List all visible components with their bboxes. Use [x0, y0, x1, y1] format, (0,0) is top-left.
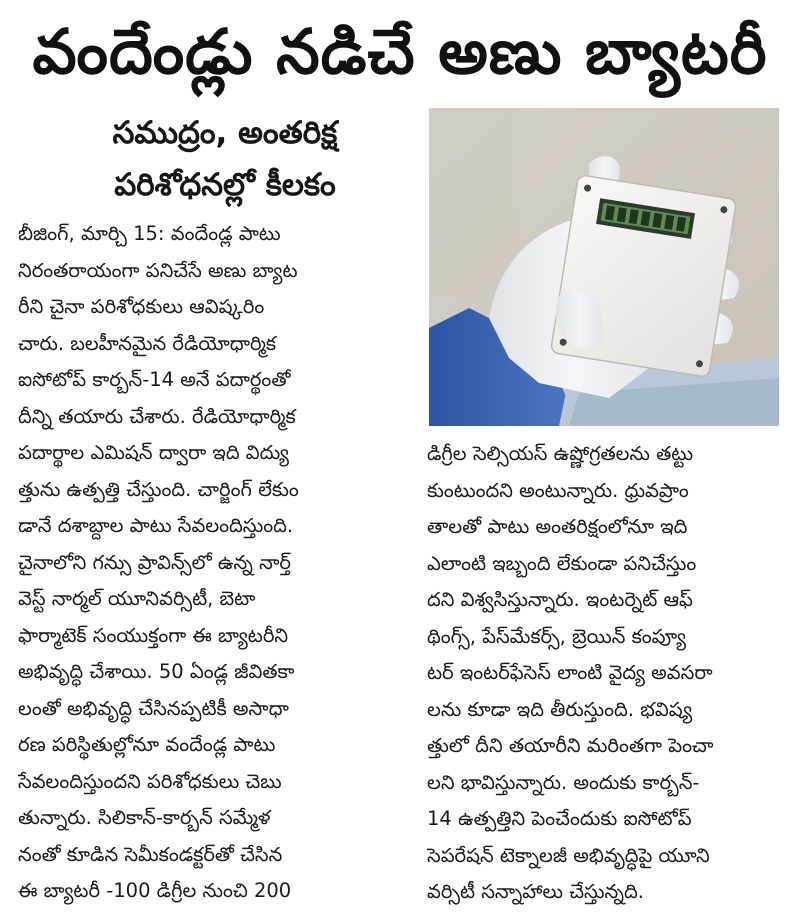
column-right-line: టర్ ఇంటర్‌ఫేసెస్ లాంటి వైద్య అవసరా: [427, 661, 713, 684]
battery-photo: [429, 108, 779, 426]
column-left-line: బీజింగ్, మార్చి 15: వందేండ్ల పాటు: [18, 222, 281, 245]
column-left-line: రీని చైనా పరిశోధకులు ఆవిష్కరిం: [18, 295, 265, 318]
column-right-line: లని భావిస్తున్నారు. అందుకు కార్బన్-: [427, 770, 700, 794]
column-left-line: నిరంతరాయంగా పనిచేసే అణు బ్యాట: [18, 258, 298, 282]
column-left-line: ఈ బ్యాటరీ -100 డిగ్రీల నుంచి 200: [18, 879, 292, 902]
column-right-line: ఎలాంటి ఇబ్బంది లేకుండా పనిచేస్తుం: [427, 551, 697, 575]
column-left-line: చైనాలోని గన్సు ప్రావిన్స్‌లో ఉన్న నార్త్: [18, 550, 291, 574]
article-column-left: [18, 216, 416, 910]
column-left-line: పదార్థాల ఎమిషన్ ద్వారా ఇది విద్యు: [18, 441, 289, 464]
column-right-line: సెపరేషన్ టెక్నాలజీ అభివృద్ధిపై యూని: [427, 843, 710, 867]
column-left-line: సేవలందిస్తుందని పరిశోధకులు చెబు: [18, 769, 282, 793]
column-right-line: కుంటుందని అంటున్నారు. ధ్రువప్రాం: [427, 478, 689, 502]
column-left-line: ఫార్మాటెక్ సంయుక్తంగా ఈ బ్యాటరీని: [18, 623, 289, 647]
column-right-line: 14 ఉత్పత్తిని పెంచేందుకు ఐసోటోప్: [427, 807, 692, 830]
column-left-line: త్తును ఉత్పత్తి చేస్తుంది. చార్జింగ్ లేకుం: [18, 477, 299, 501]
column-left-line: వెస్ట్ నార్మల్ యూనివర్సిటీ, బెటా: [18, 587, 256, 610]
column-right-line: త్తులో దీని తయారీని మరింతగా పెంచా: [427, 734, 714, 757]
column-left-line: డానే దశాబ్దాల పాటు సేవలందిస్తుంది.: [18, 514, 294, 537]
subheadline-line-2: పరిశోధనల్లో కీలకం: [114, 167, 336, 203]
column-right-line: థింగ్స్, పేస్‌మేకర్స్, బ్రెయిన్ కంప్యూ: [427, 624, 687, 648]
column-right-line: డిగ్రీల సెల్సియస్ ఉష్ణోగ్రతలను తట్టు: [427, 442, 694, 465]
article-column-right: [427, 436, 789, 911]
column-left-line: రణ పరిస్థితుల్లోనూ వందేండ్ల పాటు: [18, 733, 276, 756]
column-left-line: లంతో అభివృద్ధి చేసినప్పటికీ అసాధా: [18, 696, 289, 720]
column-left-line: దీన్ని తయారు చేశారు. రేడియోధార్మిక: [18, 404, 296, 428]
column-right-line: దని విశ్వసిస్తున్నారు. ఇంటర్నెట్ ఆఫ్: [427, 588, 693, 611]
headline: వందేండ్లు నడిచే అణు బ్యాటరీ: [32, 15, 768, 88]
column-right-line: తాలతో పాటు అంతరిక్షంలోనూ ఇది: [427, 515, 688, 538]
column-left-line: నంతో కూడిన సెమీకండక్టర్‌తో చేసిన: [18, 842, 283, 866]
column-left-line: తున్నారు. సిలికాన్-కార్బన్ సమ్మేళ: [18, 806, 271, 829]
column-right-line: వర్సిటీ సన్నాహాలు చేస్తున్నది.: [427, 880, 644, 903]
column-right-line: లను కూడా ఇది తీరుస్తుంది. భవిష్య: [427, 697, 693, 721]
column-left-line: అభివృద్ధి చేశాయి. 50 ఏండ్ల జీవితకా: [18, 660, 295, 683]
column-left-line: చారు. బలహీనమైన రేడియోధార్మిక: [18, 331, 277, 355]
subheadline-line-1: సముద్రం, అంతరిక్ష: [112, 115, 338, 151]
column-left-line: ఐసోటోప్ కార్బన్-14 అనే పదార్థంతో: [18, 368, 291, 391]
